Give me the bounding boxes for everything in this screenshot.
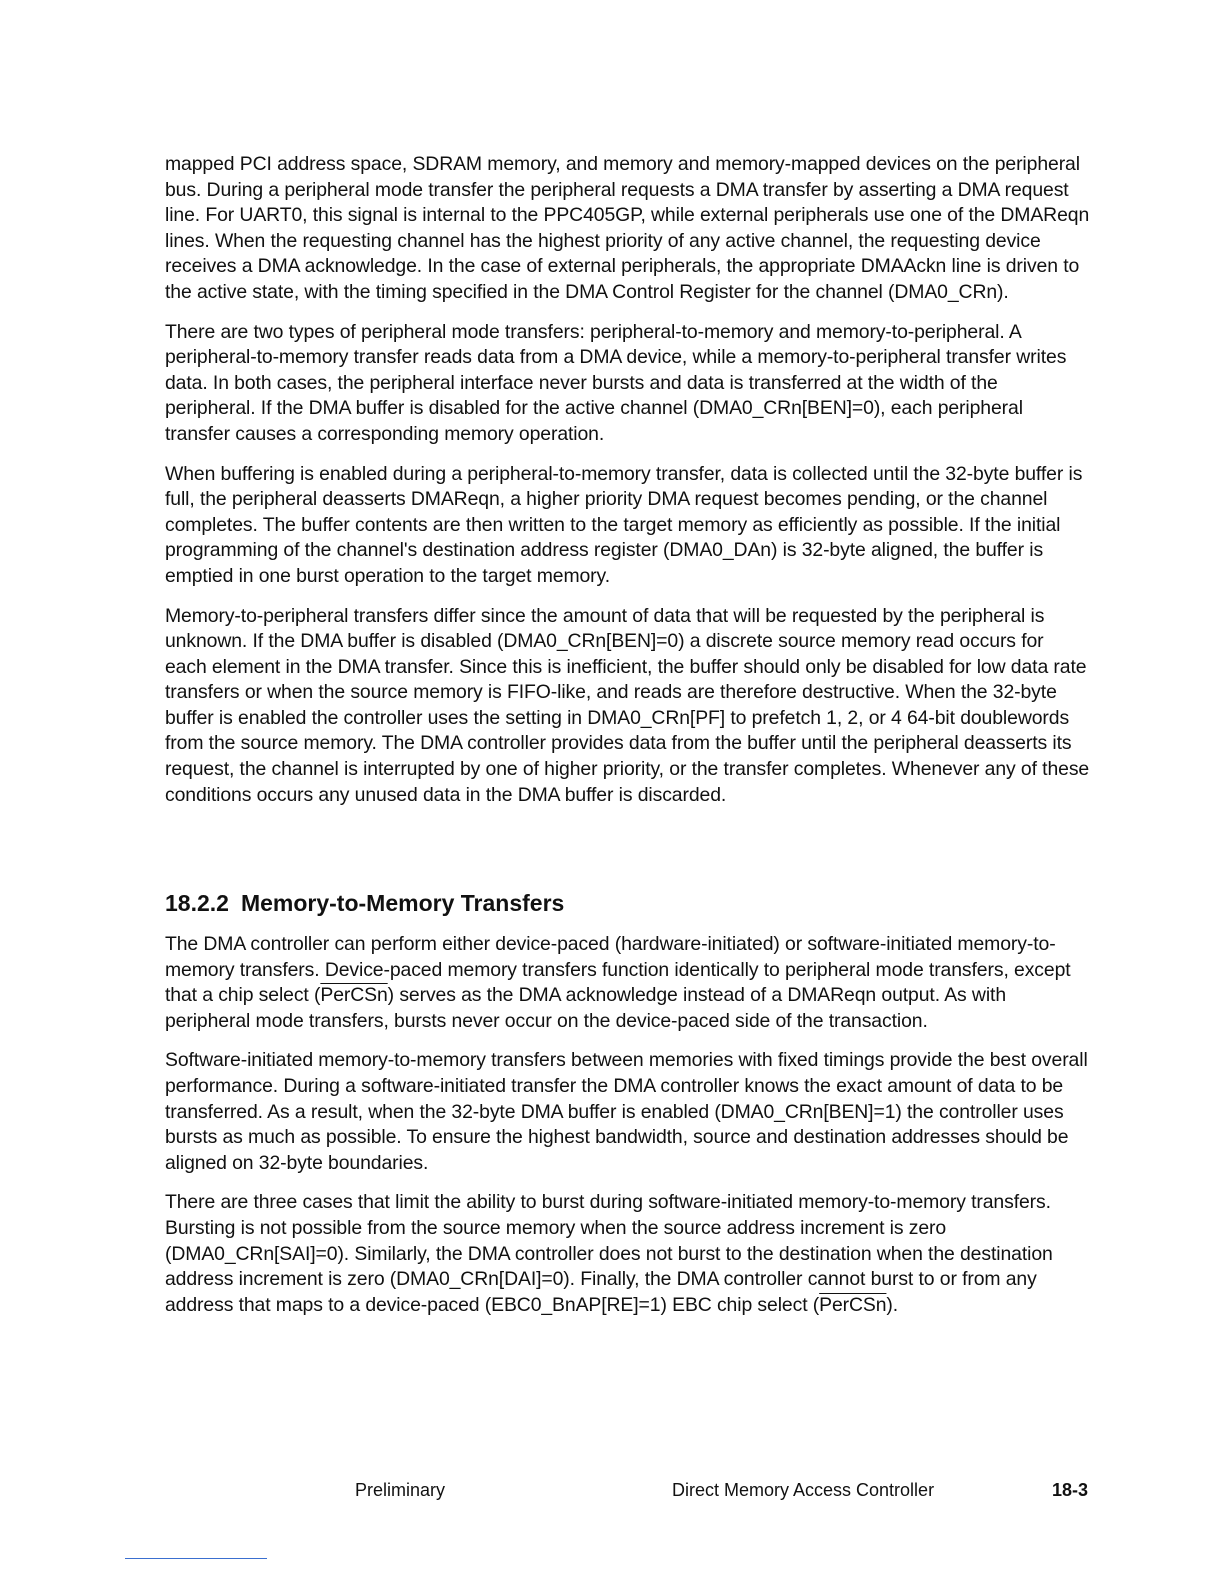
section-title: Memory-to-Memory Transfers: [240, 890, 565, 916]
footer-page-number: 18-3: [1052, 1480, 1089, 1500]
paragraph-software-initiated: Software-initiated memory-to-memory transfers between memories with fixed timings provide the best overall performance. During a software-initiated transfer the DMA controller knows the exact amount of data to be transferred. As a result, when the 32-byte DMA buffer is enabled (DMA0_CRn[BEN]=1) the controller uses bursts as much as possible. To ensure the highest bandwidth, source and destination addresses should be aligned on 32-byte boundaries.: [165, 1049, 1088, 1174]
section-memory-to-memory: [165, 888, 1090, 1332]
section-number: 18.2.2: [165, 890, 229, 916]
scan-artifact-line: [125, 1558, 267, 1559]
footer-chapter-title: Direct Memory Access Controller: [672, 1480, 935, 1500]
intro-text: [165, 152, 1090, 822]
signal-percsn: PerCSn: [819, 1293, 887, 1316]
section-heading: [165, 888, 1090, 918]
paragraph-buffering-enabled: When buffering is enabled during a peripheral-to-memory transfer, data is collected until the 32-byte buffer is full, the peripheral deasserts DMAReqn, a higher priority DMA request becomes pending, or the channel completes. The buffer contents are then written to the target memory as efficiently as possible. If the initial programming of the channel's destination address register (DMA0_DAn) is 32-byte aligned, the buffer is emptied in one burst operation to the target memory.: [165, 462, 1083, 587]
paragraph-peripheral-transfer-types: There are two types of peripheral mode transfers: peripheral-to-memory and memory-to-peripheral. A peripheral-to-memory transfer reads data from a DMA device, while a memory-to-peripheral transfer writes data. In both cases, the peripheral interface never bursts and data is transferred at the width of the peripheral. If the DMA buffer is disabled for the active channel (DMA0_CRn[BEN]=0), each peripheral transfer causes a corresponding memory operation.: [165, 320, 1067, 445]
paragraph-device-paced: The DMA controller can perform either device-paced (hardware-initiated) or software-initiated memory-to-memory transfers. Device-paced memory transfers function identically to peripheral mode transfers, except that a chip select (PerCSn) serves as the DMA acknowledge instead of a DMAReqn output. As with peripheral mode transfers, bursts never occur on the device-paced side of the transaction.: [165, 933, 1071, 1032]
paragraph-memory-to-peripheral: Memory-to-peripheral transfers differ since the amount of data that will be requested by the peripheral is unknown. If the DMA buffer is disabled (DMA0_CRn[BEN]=0) a discrete source memory read occurs for each element in the DMA transfer. Since this is inefficient, the buffer should only be disabled for low data rate transfers or when the source memory is FIFO-like, and reads are therefore destructive. When the 32-byte buffer is enabled the controller uses the setting in DMA0_CRn[PF] to prefetch 1, 2, or 4 64-bit doublewords from the source memory. The DMA controller provides data from the buffer until the peripheral deasserts its request, the channel is interrupted by one of higher priority, or the transfer completes. Whenever any of these conditions occurs any unused data in the DMA buffer is discarded.: [165, 604, 1090, 806]
paragraph-burst-limits: There are three cases that limit the ability to burst during software-initiated memory-to-memory transfers. Bursting is not possible from the source memory when the source address increment is zero (DMA0_CRn[SAI]=0). Similarly, the DMA controller does not burst to the destination when the destination address increment is zero (DMA0_CRn[DAI]=0). Finally, the DMA controller cannot burst to or from any address that maps to a device-paced (EBC0_BnAP[RE]=1) EBC chip select (PerCSn).: [165, 1191, 1053, 1316]
paragraph-peripheral-mode-intro: mapped PCI address space, SDRAM memory, and memory and memory-mapped devices on the peripheral bus. During a peripheral mode transfer the peripheral requests a DMA transfer by asserting a DMA request line. For UART0, this signal is internal to the PPC405GP, while external peripherals use one of the DMAReqn lines. When the requesting channel has the highest priority of any active channel, the requesting device receives a DMA acknowledge. In the case of external peripherals, the appropriate DMAAckn line is driven to the active state, with the timing specified in the DMA Control Register for the channel (DMA0_CRn).: [165, 153, 1090, 303]
signal-percsn: PerCSn: [320, 984, 388, 1007]
footer-status: Preliminary: [355, 1480, 446, 1500]
